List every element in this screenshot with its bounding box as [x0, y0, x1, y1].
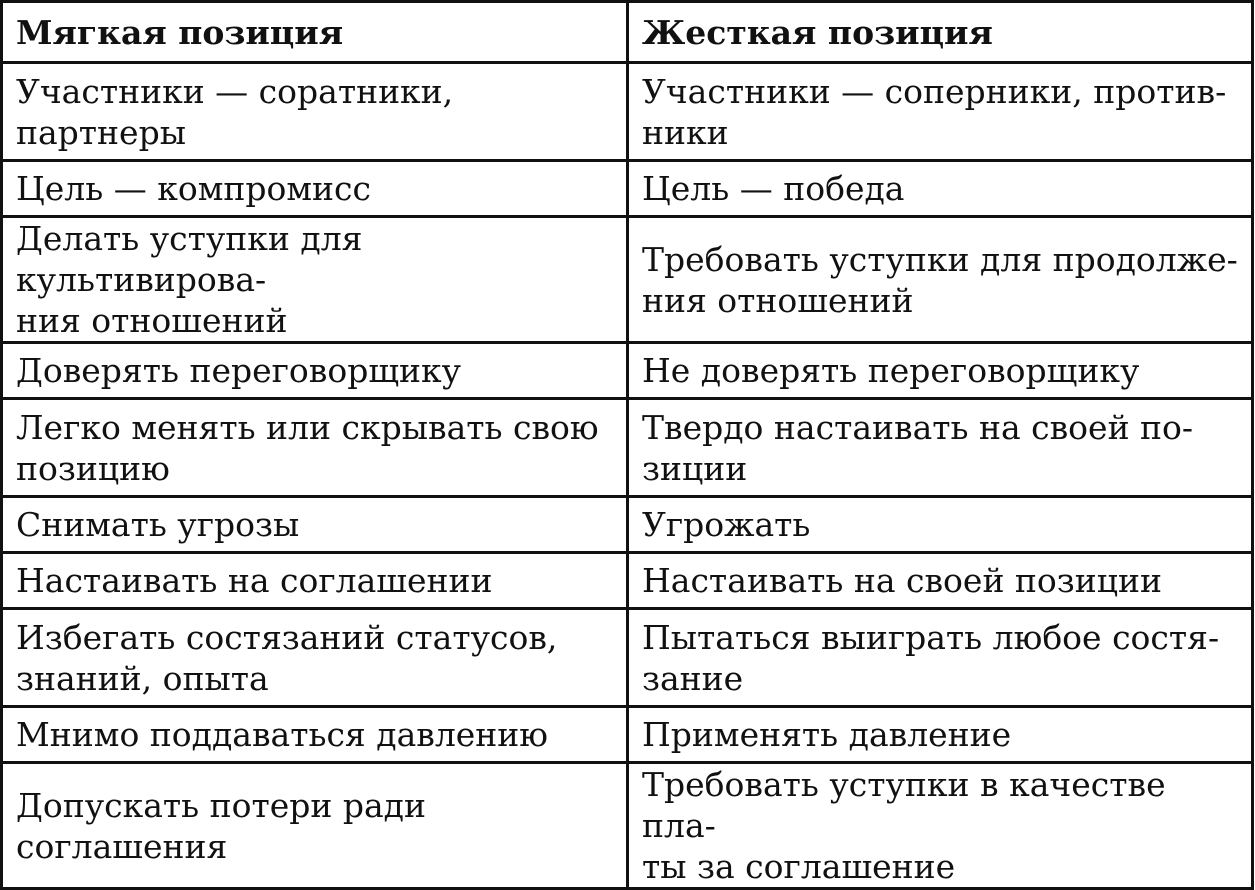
cell-line: Снимать угрозы — [16, 505, 300, 544]
cell-line: зание — [642, 658, 744, 698]
cell-line: ты за соглашение — [642, 847, 956, 886]
cell-line: ния отношений — [16, 301, 288, 340]
cell-line: Доверять переговорщику — [16, 351, 462, 390]
hard-cell — [628, 63, 1253, 161]
cell-line: Настаивать на соглашении — [16, 561, 493, 600]
hard-cell — [628, 161, 1253, 217]
cell-line: Требовать уступки для продолже- — [642, 239, 1238, 279]
soft-cell — [2, 497, 628, 553]
soft-cell — [2, 707, 628, 763]
cell-line: ния отношений — [642, 280, 914, 320]
cell-line: зиции — [642, 448, 748, 488]
table-row — [2, 497, 1253, 553]
table-row — [2, 217, 1253, 343]
cell-line: Цель — компромисс — [16, 169, 371, 208]
soft-cell — [2, 217, 628, 343]
table-row — [2, 707, 1253, 763]
table-row — [2, 399, 1253, 497]
cell-line: Применять давление — [642, 715, 1012, 754]
cell-line: Не доверять переговорщику — [642, 351, 1140, 390]
cell-line: Избегать состязаний статусов, — [16, 617, 558, 657]
cell-line: ники — [642, 112, 729, 152]
header-soft-position: Мягкая позиция — [2, 2, 628, 63]
hard-cell — [628, 609, 1253, 707]
cell-line: Цель — победа — [642, 169, 905, 208]
soft-cell — [2, 609, 628, 707]
cell-line: Участники — соперники, против- — [642, 71, 1227, 111]
cell-line: Делать уступки для культивирова- — [16, 219, 363, 299]
cell-line: Участники — соратники, партнеры — [16, 71, 454, 152]
header-hard-position: Жесткая позиция — [628, 2, 1253, 63]
soft-cell — [2, 161, 628, 217]
cell-line: позицию — [16, 448, 170, 488]
cell-line: Мнимо поддаваться давлению — [16, 715, 549, 754]
cell-line: Пытаться выиграть любое состя- — [642, 617, 1220, 657]
hard-cell — [628, 763, 1253, 889]
cell-line: Угрожать — [642, 505, 811, 544]
table-row — [2, 63, 1253, 161]
hard-cell — [628, 343, 1253, 399]
table-row — [2, 609, 1253, 707]
soft-cell — [2, 553, 628, 609]
table-row — [2, 553, 1253, 609]
hard-cell — [628, 553, 1253, 609]
cell-line: Настаивать на своей позиции — [642, 561, 1162, 600]
cell-line: знаний, опыта — [16, 658, 269, 698]
table-header-row — [2, 2, 1253, 63]
cell-line: соглашения — [16, 826, 228, 866]
hard-cell — [628, 217, 1253, 343]
soft-cell — [2, 343, 628, 399]
table-row — [2, 763, 1253, 889]
cell-line: Твердо настаивать на своей по- — [642, 407, 1194, 447]
cell-line: Допускать потери ради — [16, 785, 426, 825]
soft-cell — [2, 763, 628, 889]
hard-cell — [628, 707, 1253, 763]
soft-cell — [2, 399, 628, 497]
hard-cell — [628, 399, 1253, 497]
cell-line: Требовать уступки в качестве пла- — [642, 765, 1166, 845]
cell-line: Легко менять или скрывать свою — [16, 407, 599, 447]
hard-cell — [628, 497, 1253, 553]
table-row — [2, 343, 1253, 399]
table-row — [2, 161, 1253, 217]
soft-cell — [2, 63, 628, 161]
